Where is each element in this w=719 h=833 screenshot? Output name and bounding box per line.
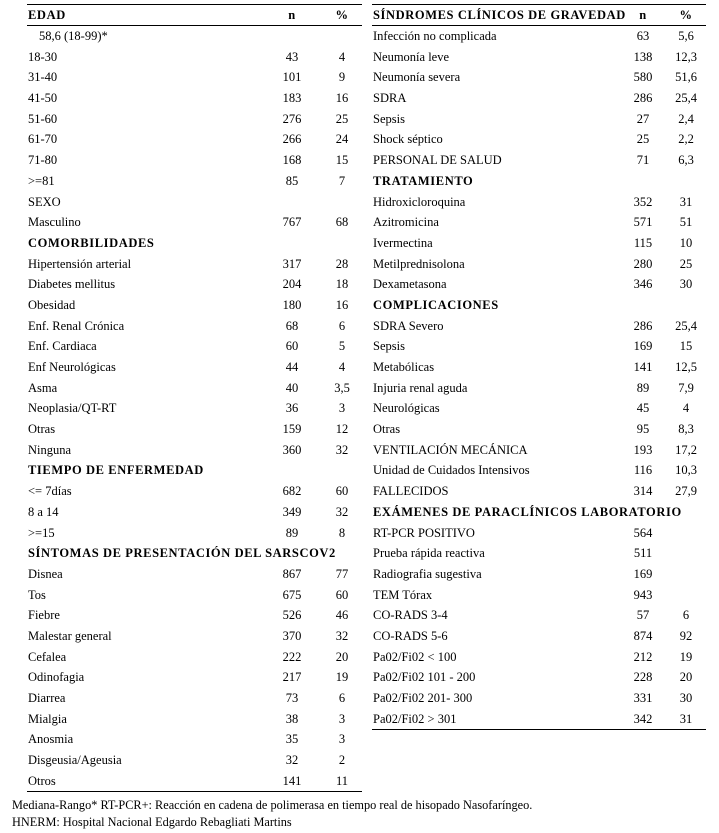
table-row: [372, 564, 706, 585]
right-table-body: [372, 26, 706, 729]
row-n: 180: [282, 297, 302, 312]
row-pct: 4: [338, 360, 346, 374]
row-pct: 60: [335, 587, 349, 602]
row-n: 212: [633, 649, 653, 664]
table-header: [372, 5, 706, 26]
row-n: 159: [282, 422, 302, 437]
row-label: Ivermectina: [373, 235, 433, 250]
row-n: 141: [282, 773, 302, 788]
table-row: [372, 626, 706, 647]
row-label: Enf. Renal Crónica: [28, 318, 125, 333]
row-label: Enf. Cardiaca: [28, 339, 97, 354]
table-row: [27, 481, 362, 502]
row-n: 169: [633, 339, 653, 354]
row-pct: 16: [335, 297, 349, 312]
table-header: [27, 5, 362, 26]
row-pct: 92: [679, 628, 693, 643]
row-pct: 7: [338, 173, 346, 188]
row-n: 43: [285, 49, 299, 64]
row-pct: 9: [338, 70, 346, 85]
row-pct: 6,3: [678, 153, 694, 168]
row-n: 280: [633, 256, 653, 271]
row-pct: 8,3: [678, 422, 694, 437]
row-label: Disgeusia/Ageusia: [28, 753, 122, 768]
row-n: 71: [636, 153, 650, 168]
row-label: Pa02/Fi02 201- 300: [373, 691, 473, 705]
row-label: SÍNTOMAS DE PRESENTACIÓN DEL SARSCOV2: [28, 546, 336, 561]
row-label: 31-40: [28, 70, 58, 85]
row-label: 51-60: [28, 111, 58, 126]
row-label: EXÁMENES DE PARACLÍNICOS LABORATORIO: [373, 504, 682, 519]
row-label: Disnea: [28, 566, 63, 581]
row-n: 867: [282, 566, 302, 581]
row-pct: 10: [679, 235, 693, 250]
row-n: 25: [636, 132, 650, 147]
table-row: [27, 336, 362, 357]
row-pct: 32: [335, 442, 349, 457]
row-label: Diabetes mellitus: [28, 277, 116, 292]
row-label: 41-50: [28, 91, 58, 106]
row-label: Asma: [28, 380, 58, 395]
row-n: 101: [282, 70, 302, 85]
row-n: 286: [633, 91, 653, 106]
footnote-abbreviations: Mediana-Rango* RT-PCR+: Reacción en cadena de polimerasa en tiempo real de hisopado Nasofaríngeo.: [12, 798, 533, 812]
row-n: 85: [285, 173, 299, 188]
row-label: SDRA: [373, 91, 407, 106]
row-label: Radiografia sugestiva: [373, 566, 482, 581]
table-row: [27, 750, 362, 771]
row-pct: 19: [679, 649, 693, 664]
row-n: 89: [636, 380, 650, 395]
header-n: n: [288, 8, 296, 22]
row-n: 169: [633, 566, 653, 581]
row-pct: 46: [335, 608, 349, 623]
table-row: [372, 605, 706, 626]
table-row: [372, 47, 706, 68]
row-label: SDRA Severo: [373, 318, 444, 333]
table-row: [27, 26, 362, 47]
row-n: 360: [282, 442, 302, 457]
table-row: [27, 729, 362, 750]
row-n: 115: [633, 235, 653, 250]
row-label: RT-PCR POSITIVO: [373, 525, 475, 540]
row-n: 943: [633, 587, 653, 602]
table-row: [372, 150, 706, 171]
row-label: Hipertensión arterial: [28, 256, 132, 271]
table-row: [27, 295, 362, 316]
row-label: Sepsis: [373, 111, 405, 126]
row-pct: 32: [335, 628, 349, 643]
row-label: Shock séptico: [373, 132, 443, 147]
table-row: [27, 771, 362, 792]
row-label: Odinofagia: [28, 670, 85, 685]
row-pct: 3: [338, 711, 346, 726]
table-row: [27, 129, 362, 150]
row-label: Malestar general: [28, 628, 112, 643]
row-pct: 11: [335, 773, 349, 788]
row-label: Neurológicas: [373, 401, 440, 416]
row-n: 89: [285, 525, 299, 540]
table-row: [27, 688, 362, 709]
row-n: 60: [285, 339, 299, 354]
row-n: 27: [636, 111, 650, 126]
table-row: [27, 171, 362, 192]
row-label: Dexametasona: [373, 277, 447, 292]
row-n: 286: [633, 318, 653, 333]
row-n: 116: [633, 463, 653, 478]
table-row: [27, 109, 362, 130]
row-label: <= 7días: [28, 484, 72, 499]
footnote-hospital: HNERM: Hospital Nacional Edgardo Rebagliati Martins: [12, 815, 292, 829]
row-n: 564: [633, 525, 653, 540]
row-n: 342: [633, 711, 653, 726]
row-n: 331: [633, 691, 653, 705]
header-pct: %: [679, 8, 693, 22]
row-n: 682: [282, 484, 302, 499]
row-n: 183: [282, 91, 302, 106]
header-n: n: [639, 8, 647, 22]
row-n: 40: [285, 380, 299, 395]
row-pct: 25: [679, 256, 693, 271]
row-n: 266: [282, 132, 302, 147]
row-label: CO-RADS 3-4: [373, 608, 448, 623]
row-label: Tos: [28, 587, 46, 602]
table-row: [372, 419, 706, 440]
row-n: 526: [282, 608, 302, 623]
row-pct: 4: [338, 49, 346, 64]
row-pct: 6: [682, 608, 690, 623]
table-row: [372, 254, 706, 275]
row-label: Hidroxicloroquina: [373, 194, 466, 209]
row-label: Infección no complicada: [373, 29, 497, 43]
row-label: PERSONAL DE SALUD: [373, 153, 502, 168]
table-row: [372, 481, 706, 502]
row-label: Otros: [28, 773, 56, 788]
row-label: TIEMPO DE ENFERMEDAD: [28, 463, 204, 478]
row-pct: 20: [679, 670, 693, 685]
table-row: [27, 709, 362, 730]
footnotes: [12, 797, 532, 831]
row-pct: 25,4: [675, 318, 697, 333]
table-row: [27, 150, 362, 171]
row-pct: 60: [335, 484, 349, 499]
table-row: [372, 523, 706, 544]
table-row: [372, 336, 706, 357]
left-table: [27, 4, 362, 792]
row-pct: 7,9: [678, 380, 694, 395]
row-n: 276: [282, 111, 302, 126]
header-label: EDAD: [28, 8, 66, 22]
table-row: [27, 564, 362, 585]
table-row: [372, 378, 706, 399]
row-n: 571: [633, 215, 653, 230]
row-pct: 77: [335, 566, 349, 581]
table-row: [372, 667, 706, 688]
right-table: [372, 4, 706, 730]
table-row: [27, 647, 362, 668]
section-header-row: [372, 171, 706, 192]
table-row: [372, 688, 706, 709]
row-n: 45: [636, 401, 650, 416]
table-row: [27, 419, 362, 440]
row-label: TEM Tórax: [373, 587, 433, 602]
row-pct: 2: [338, 753, 346, 768]
row-pct: 20: [335, 649, 349, 664]
row-label: Injuria renal aguda: [373, 380, 468, 395]
row-n: 767: [282, 215, 302, 230]
row-label: Otras: [373, 422, 401, 437]
row-n: 95: [636, 422, 650, 437]
row-n: 874: [633, 628, 653, 643]
table-row: [372, 585, 706, 606]
row-n: 36: [285, 401, 299, 416]
row-pct: 32: [335, 504, 349, 519]
row-pct: 51: [679, 215, 693, 230]
row-n: 38: [285, 711, 299, 726]
row-pct: 25: [335, 111, 349, 126]
row-label: 18-30: [28, 49, 58, 64]
row-label: Enf Neurológicas: [28, 360, 116, 374]
table-row: [372, 440, 706, 461]
row-label: SEXO: [28, 194, 61, 209]
row-label: Neoplasia/QT-RT: [28, 401, 117, 416]
table-row: [27, 47, 362, 68]
row-pct: 27,9: [675, 484, 697, 499]
table-row: [372, 316, 706, 337]
row-n: 32: [285, 753, 299, 768]
row-label: Metabólicas: [373, 360, 435, 374]
row-pct: 5: [338, 339, 346, 354]
row-n: 222: [282, 649, 302, 664]
row-n: 511: [633, 546, 653, 561]
table-row: [372, 647, 706, 668]
row-n: 370: [282, 628, 302, 643]
row-pct: 18: [335, 277, 349, 292]
row-label: TRATAMIENTO: [373, 173, 474, 188]
row-label: Pa02/Fi02 > 301: [373, 711, 457, 726]
row-n: 217: [282, 670, 302, 685]
row-label: Metilprednisolona: [373, 256, 465, 271]
table-row: [27, 378, 362, 399]
table-row: [372, 233, 706, 254]
row-pct: 31: [679, 711, 693, 726]
row-pct: 51,6: [675, 70, 697, 85]
row-pct: 5,6: [678, 29, 694, 43]
table-row: [27, 398, 362, 419]
section-header-row: [27, 543, 362, 564]
section-header-row: [372, 502, 706, 523]
row-label: 8 a 14: [28, 504, 59, 519]
section-header-row: [27, 233, 362, 254]
row-label: Azitromicina: [373, 215, 439, 230]
row-pct: 2,2: [678, 132, 694, 147]
row-label: CO-RADS 5-6: [373, 628, 448, 643]
row-n: 317: [282, 256, 302, 271]
table-row: [27, 502, 362, 523]
row-label: >=81: [28, 173, 55, 188]
header-label: SÍNDROMES CLÍNICOS DE GRAVEDAD: [373, 8, 626, 22]
row-n: 168: [282, 153, 302, 168]
row-n: 35: [285, 732, 299, 747]
row-label: Ninguna: [28, 442, 72, 457]
table-row: [27, 523, 362, 544]
row-pct: 12: [335, 422, 349, 437]
table-row: [372, 26, 706, 47]
row-label: 71-80: [28, 153, 58, 168]
row-n: 314: [633, 484, 653, 499]
row-pct: 10,3: [675, 463, 697, 478]
table-row: [27, 254, 362, 275]
row-pct: 19: [335, 670, 349, 685]
row-n: 141: [633, 360, 653, 374]
row-label: 58,6 (18-99)*: [39, 29, 108, 43]
row-n: 346: [633, 277, 653, 292]
table-row: [27, 274, 362, 295]
table-row: [372, 212, 706, 233]
table-row: [27, 67, 362, 88]
row-pct: 12,5: [675, 360, 697, 374]
row-n: 63: [636, 29, 650, 43]
table-row: [27, 667, 362, 688]
table-row: [372, 274, 706, 295]
left-table-body: [27, 26, 362, 791]
row-pct: 68: [335, 215, 349, 230]
row-label: Sepsis: [373, 339, 405, 354]
row-n: 44: [285, 360, 299, 374]
row-label: COMPLICACIONES: [373, 297, 499, 312]
section-header-row: [372, 295, 706, 316]
row-label: Unidad de Cuidados Intensivos: [373, 463, 530, 478]
row-n: 73: [285, 691, 299, 705]
table-row: [27, 192, 362, 213]
table-row: [27, 585, 362, 606]
row-pct: 16: [335, 91, 349, 106]
row-label: Neumonía severa: [373, 70, 461, 85]
row-label: Mialgia: [28, 711, 67, 726]
row-pct: 25,4: [675, 91, 697, 106]
table-row: [372, 398, 706, 419]
table-row: [372, 192, 706, 213]
row-pct: 30: [679, 691, 693, 705]
table-row: [372, 357, 706, 378]
header-pct: %: [335, 8, 349, 22]
row-pct: 4: [682, 401, 690, 416]
row-label: Otras: [28, 422, 56, 437]
row-label: Obesidad: [28, 297, 76, 312]
row-label: COMORBILIDADES: [28, 235, 155, 250]
row-pct: 31: [679, 194, 693, 209]
row-n: 193: [633, 442, 653, 457]
row-pct: 15: [335, 153, 349, 168]
row-label: 61-70: [28, 132, 58, 147]
row-label: Cefalea: [28, 649, 67, 664]
table-row: [372, 709, 706, 730]
row-label: >=15: [28, 525, 55, 540]
row-pct: 3: [338, 732, 346, 747]
table-row: [372, 129, 706, 150]
row-n: 68: [285, 318, 299, 333]
row-label: Pa02/Fi02 < 100: [373, 649, 457, 664]
row-label: Neumonía leve: [373, 49, 450, 64]
row-pct: 30: [679, 277, 693, 292]
row-label: VENTILACIÓN MECÁNICA: [373, 442, 528, 457]
table-row: [27, 440, 362, 461]
section-header-row: [27, 460, 362, 481]
row-pct: 17,2: [675, 442, 697, 457]
row-n: 138: [633, 49, 653, 64]
table-row: [372, 88, 706, 109]
row-pct: 2,4: [678, 111, 694, 126]
table-row: [372, 460, 706, 481]
table-row: [27, 316, 362, 337]
row-label: FALLECIDOS: [373, 484, 449, 499]
table-row: [372, 109, 706, 130]
row-n: 228: [633, 670, 653, 685]
row-label: Masculino: [28, 215, 81, 230]
row-pct: 8: [338, 525, 346, 540]
table-row: [27, 212, 362, 233]
row-n: 675: [282, 587, 302, 602]
row-label: Prueba rápida reactiva: [373, 546, 485, 561]
row-n: 204: [282, 277, 302, 292]
row-label: Pa02/Fi02 101 - 200: [373, 670, 476, 685]
row-pct: 12,3: [675, 49, 697, 64]
row-n: 352: [633, 194, 653, 209]
row-pct: 6: [338, 691, 346, 705]
table-row: [372, 543, 706, 564]
table-row: [27, 88, 362, 109]
row-label: Fiebre: [28, 608, 60, 623]
table-row: [27, 605, 362, 626]
row-label: Anosmia: [28, 732, 74, 747]
row-pct: 24: [335, 132, 349, 147]
table-row: [372, 67, 706, 88]
row-n: 580: [633, 70, 653, 85]
table-row: [27, 626, 362, 647]
row-pct: 15: [679, 339, 693, 354]
row-pct: 3,5: [334, 380, 350, 395]
row-n: 57: [636, 608, 650, 623]
row-pct: 28: [335, 256, 349, 271]
row-n: 349: [282, 504, 302, 519]
row-pct: 3: [338, 401, 346, 416]
row-pct: 6: [338, 318, 346, 333]
row-label: Diarrea: [28, 691, 66, 705]
table-row: [27, 357, 362, 378]
